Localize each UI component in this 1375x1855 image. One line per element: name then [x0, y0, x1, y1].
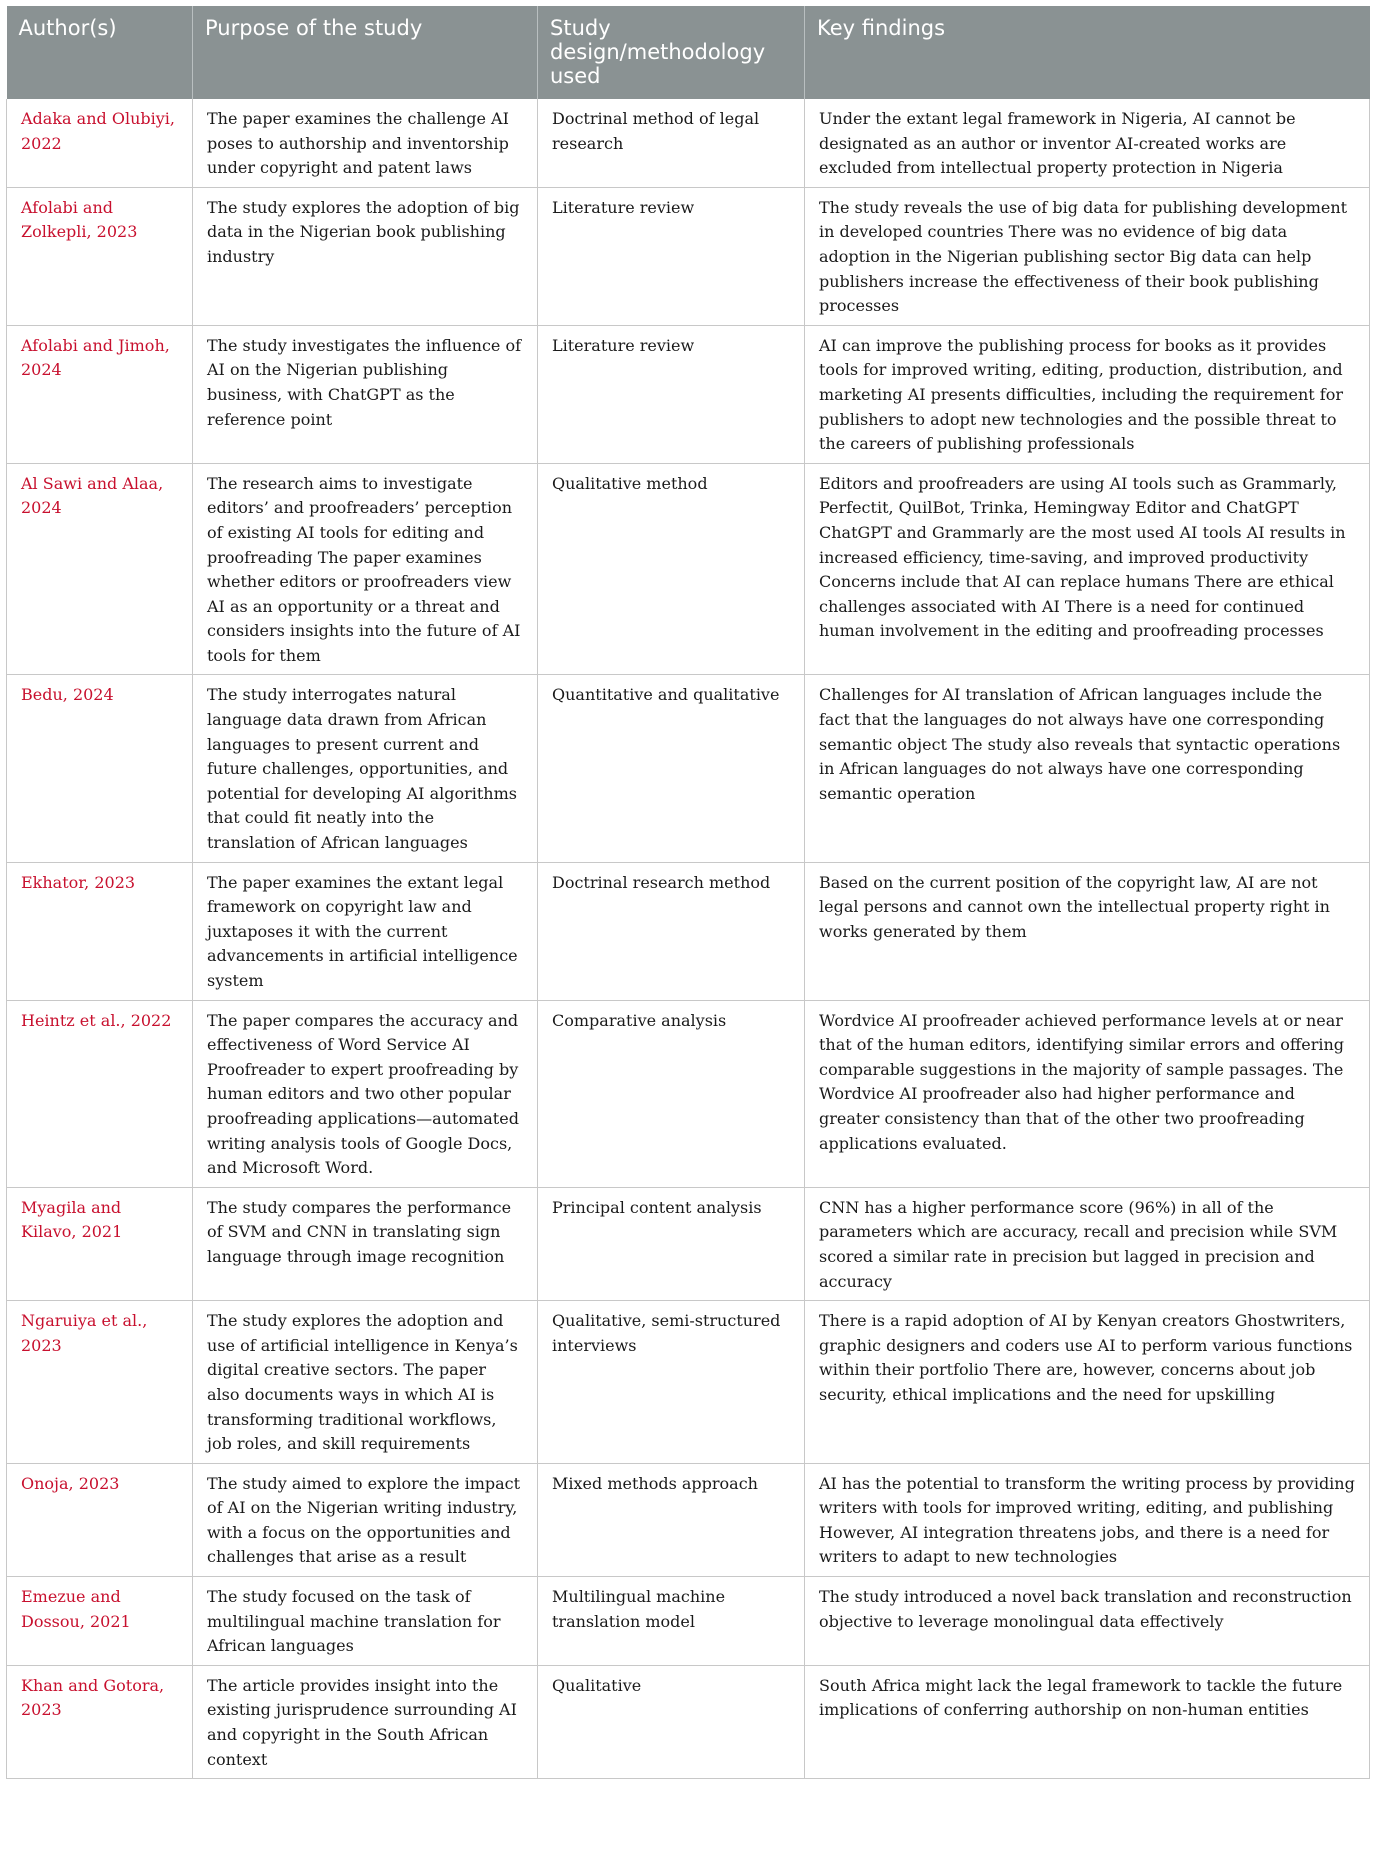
design-cell: Comparative analysis — [538, 1000, 805, 1187]
author-cell[interactable]: Bedu, 2024 — [7, 675, 193, 862]
table-row — [7, 1000, 1370, 1187]
design-cell: Mixed methods approach — [538, 1463, 805, 1576]
author-cell[interactable]: Afolabi and Jimoh, 2024 — [7, 325, 193, 463]
design-cell: Qualitative — [538, 1665, 805, 1778]
author-cell[interactable]: Emezue and Dossou, 2021 — [7, 1577, 193, 1666]
table-row — [7, 99, 1370, 187]
purpose-cell: The paper examines the extant legal framework on copyright law and juxtaposes it with the current advancements in artificial intelligence system — [193, 862, 538, 1000]
findings-cell: Wordvice AI proofreader achieved performance levels at or near that of the human editors, identifying similar errors and offering comparable suggestions in the majority of sample passages. The Wordvice AI proofreader also had higher performance and greater consistency than that of the other two proofreading applications evaluated. — [805, 1000, 1370, 1187]
findings-cell: Under the extant legal framework in Nigeria, AI cannot be designated as an author or inventor AI-created works are excluded from intellectual property protection in Nigeria — [805, 99, 1370, 187]
table-header — [7, 6, 1370, 99]
table-row — [7, 1577, 1370, 1666]
author-cell[interactable]: Ekhator, 2023 — [7, 862, 193, 1000]
findings-cell: The study introduced a novel back translation and reconstruction objective to leverage monolingual data effectively — [805, 1577, 1370, 1666]
design-cell: Qualitative method — [538, 463, 805, 675]
author-cell[interactable]: Myagila and Kilavo, 2021 — [7, 1187, 193, 1300]
header-row — [7, 6, 1370, 99]
purpose-cell: The study investigates the influence of AI on the Nigerian publishing business, with ChatGPT as the reference point — [193, 325, 538, 463]
findings-cell: Based on the current position of the copyright law, AI are not legal persons and cannot own the intellectual property right in works generated by them — [805, 862, 1370, 1000]
table-row — [7, 187, 1370, 325]
purpose-cell: The study explores the adoption and use of artificial intelligence in Kenya’s digital creative sectors. The paper also documents ways in which AI is transforming traditional workflows, job roles, and skill requirements — [193, 1301, 538, 1464]
design-cell: Multilingual machine translation model — [538, 1577, 805, 1666]
purpose-cell: The paper examines the challenge AI poses to authorship and inventorship under copyright and patent laws — [193, 99, 538, 187]
design-cell: Qualitative, semi-structured interviews — [538, 1301, 805, 1464]
header-purpose: Purpose of the study — [193, 6, 538, 99]
author-cell[interactable]: Khan and Gotora, 2023 — [7, 1665, 193, 1778]
findings-cell: Challenges for AI translation of African languages include the fact that the languages do not always have one corresponding semantic object The study also reveals that syntactic operations in African languages do not always have one corresponding semantic operation — [805, 675, 1370, 862]
header-findings: Key findings — [805, 6, 1370, 99]
author-cell[interactable]: Ngaruiya et al., 2023 — [7, 1301, 193, 1464]
table-body — [7, 99, 1370, 1779]
literature-review-table — [6, 6, 1370, 1779]
author-cell[interactable]: Heintz et al., 2022 — [7, 1000, 193, 1187]
purpose-cell: The study focused on the task of multilingual machine translation for African languages — [193, 1577, 538, 1666]
table-row — [7, 325, 1370, 463]
header-design: Study design/methodology used — [538, 6, 805, 99]
literature-review-table-container — [6, 6, 1369, 1779]
purpose-cell: The research aims to investigate editors’ and proofreaders’ perception of existing AI tools for editing and proofreading The paper examines whether editors or proofreaders view AI as an opportunity or a threat and considers insights into the future of AI tools for them — [193, 463, 538, 675]
purpose-cell: The study explores the adoption of big data in the Nigerian book publishing industry — [193, 187, 538, 325]
design-cell: Literature review — [538, 325, 805, 463]
table-row — [7, 1665, 1370, 1778]
table-row — [7, 862, 1370, 1000]
table-row — [7, 675, 1370, 862]
findings-cell: There is a rapid adoption of AI by Kenyan creators Ghostwriters, graphic designers and coders use AI to perform various functions within their portfolio There are, however, concerns about job security, ethical implications and the need for upskilling — [805, 1301, 1370, 1464]
purpose-cell: The paper compares the accuracy and effectiveness of Word Service AI Proofreader to expert proofreading by human editors and two other popular proofreading applications—automated writing analysis tools of Google Docs, and Microsoft Word. — [193, 1000, 538, 1187]
design-cell: Literature review — [538, 187, 805, 325]
table-row — [7, 1463, 1370, 1576]
author-cell[interactable]: Onoja, 2023 — [7, 1463, 193, 1576]
author-cell[interactable]: Afolabi and Zolkepli, 2023 — [7, 187, 193, 325]
table-row — [7, 1301, 1370, 1464]
purpose-cell: The article provides insight into the existing jurisprudence surrounding AI and copyright in the South African context — [193, 1665, 538, 1778]
findings-cell: AI has the potential to transform the writing process by providing writers with tools for improved writing, editing, and publishing However, AI integration threatens jobs, and there is a need for writers to adapt to new technologies — [805, 1463, 1370, 1576]
findings-cell: CNN has a higher performance score (96%) in all of the parameters which are accuracy, recall and precision while SVM scored a similar rate in precision but lagged in precision and accuracy — [805, 1187, 1370, 1300]
findings-cell: Editors and proofreaders are using AI tools such as Grammarly, Perfectit, QuilBot, Trinka, Hemingway Editor and ChatGPT ChatGPT and Grammarly are the most used AI tools AI results in increased efficiency, time-saving, and improved productivity Concerns include that AI can replace humans There are ethical challenges associated with AI There is a need for continued human involvement in the editing and proofreading processes — [805, 463, 1370, 675]
table-row — [7, 1187, 1370, 1300]
findings-cell: The study reveals the use of big data for publishing development in developed countries There was no evidence of big data adoption in the Nigerian publishing sector Big data can help publishers increase the effectiveness of their book publishing processes — [805, 187, 1370, 325]
design-cell: Doctrinal research method — [538, 862, 805, 1000]
design-cell: Principal content analysis — [538, 1187, 805, 1300]
table-row — [7, 463, 1370, 675]
purpose-cell: The study interrogates natural language data drawn from African languages to present current and future challenges, opportunities, and potential for developing AI algorithms that could fit neatly into the translation of African languages — [193, 675, 538, 862]
design-cell: Doctrinal method of legal research — [538, 99, 805, 187]
author-cell[interactable]: Adaka and Olubiyi, 2022 — [7, 99, 193, 187]
header-authors: Author(s) — [7, 6, 193, 99]
purpose-cell: The study aimed to explore the impact of AI on the Nigerian writing industry, with a focus on the opportunities and challenges that arise as a result — [193, 1463, 538, 1576]
findings-cell: South Africa might lack the legal framework to tackle the future implications of conferring authorship on non-human entities — [805, 1665, 1370, 1778]
author-cell[interactable]: Al Sawi and Alaa, 2024 — [7, 463, 193, 675]
findings-cell: AI can improve the publishing process for books as it provides tools for improved writing, editing, production, distribution, and marketing AI presents difficulties, including the requirement for publishers to adopt new technologies and the possible threat to the careers of publishing professionals — [805, 325, 1370, 463]
design-cell: Quantitative and qualitative — [538, 675, 805, 862]
purpose-cell: The study compares the performance of SVM and CNN in translating sign language through image recognition — [193, 1187, 538, 1300]
